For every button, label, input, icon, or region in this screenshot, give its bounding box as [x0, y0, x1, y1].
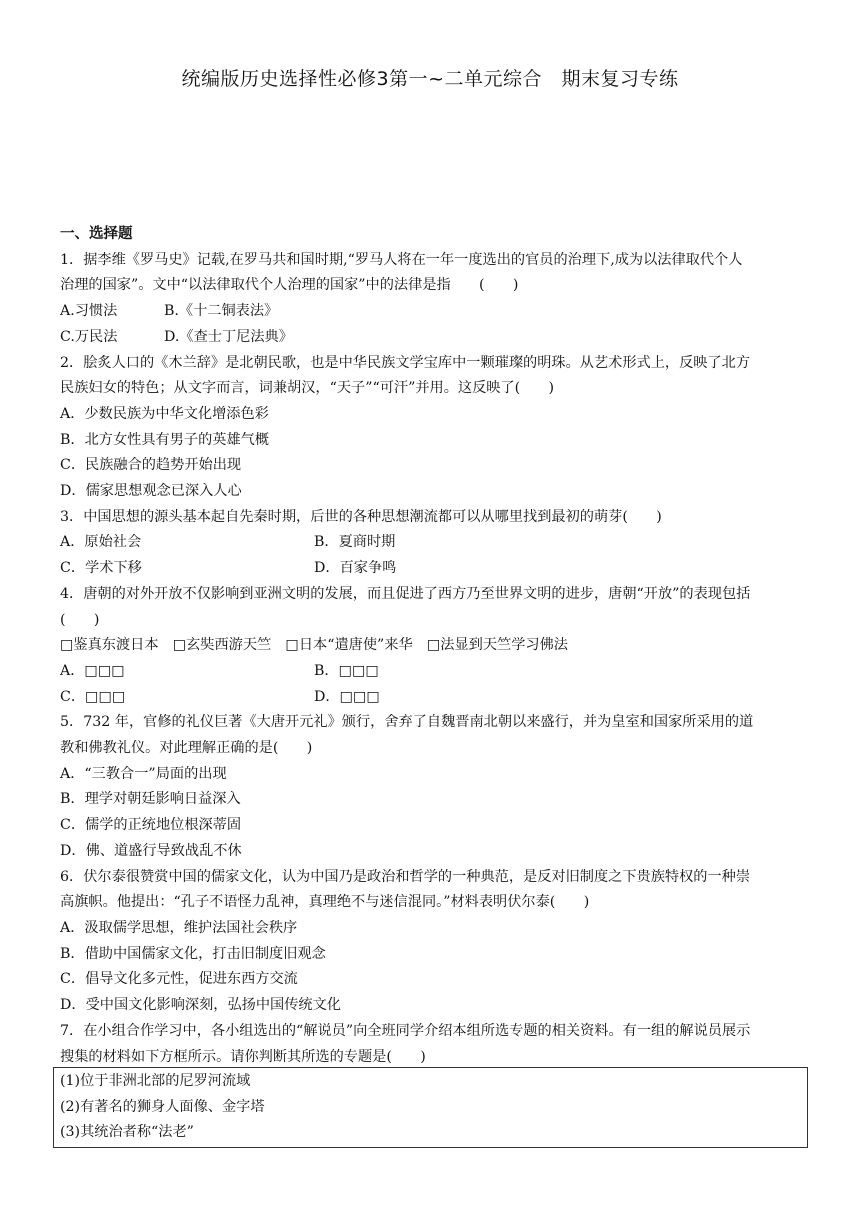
question-1-stem-line-1: 1．据李维《罗马史》记载,在罗马共和国时期,“罗马人将在一年一度选出的官员的治理下,成为以法律取代个人: [60, 251, 743, 268]
question-3-options-row-2: [60, 556, 805, 582]
document-body: [60, 222, 805, 1070]
question-2-stem-line-1: 2．脍炙人口的《木兰辞》是北朝民歌，也是中华民族文学宝库中一颗璀璨的明珠。从艺术形式上，反映了北方: [60, 354, 751, 371]
question-3-option-a: A．原始社会: [60, 534, 142, 551]
question-2-option-b: B．北方女性具有男子的英雄气概: [60, 431, 270, 448]
question-5-option-c: C．儒学的正统地位根深蒂固: [60, 817, 242, 834]
material-item-3: (3)其统治者称“法老”: [60, 1124, 194, 1141]
question-4-options-row-2: [60, 685, 805, 711]
question-6-option-b: B．借助中国儒家文化，打击旧制度旧观念: [60, 945, 326, 962]
question-3-option-d: D．百家争鸣: [314, 560, 397, 577]
question-3-option-b: B．夏商时期: [314, 534, 396, 551]
question-6-stem-line-1: 6．伏尔泰很赞赏中国的儒家文化，认为中国乃是政治和哲学的一种典范，是反对旧制度之下贵族特权的一种崇: [60, 868, 751, 885]
question-1-option-b: B.《十二铜表法》: [164, 303, 279, 320]
question-1-options-row-1: [60, 299, 805, 325]
question-4-option-c: C．□□□: [60, 688, 126, 705]
question-6-stem-line-2: 高旗帜。他提出：“孔子不语怪力乱神，真理绝不与迷信混同。”材料表明伏尔泰( ): [60, 894, 590, 911]
question-7-material-box: [53, 1067, 808, 1148]
question-4-stem-line-1: 4．唐朝的对外开放不仅影响到亚洲文明的发展，而且促进了西方乃至世界文明的进步，唐朝“开放”的表现包括: [60, 585, 751, 602]
question-3-stem-line-1: 3．中国思想的源头基本起自先秦时期，后世的各种思想潮流都可以从哪里找到最初的萌芽( ): [60, 508, 662, 525]
question-4-option-a: A．□□□: [60, 662, 125, 679]
question-5-stem-line-1: 5．732 年，官修的礼仪巨著《大唐开元礼》颁行，舍弃了自魏晋南北朝以来盛行，并为皇室和国家所采用的道: [60, 714, 754, 731]
question-1-option-a: A.习惯法: [60, 303, 118, 320]
question-2-option-d: D．儒家思想观念已深入人心: [60, 483, 242, 500]
question-5-option-b: B．理学对朝廷影响日益深入: [60, 791, 241, 808]
question-3-option-c: C．学术下移: [60, 560, 142, 577]
question-3-options-row-1: [60, 530, 805, 556]
page-title: 统编版历史选择性必修3第一~二单元综合 期末复习专练: [181, 68, 679, 90]
material-item-2: (2)有著名的狮身人面像、金字塔: [60, 1098, 265, 1115]
question-1-option-c: C.万民法: [60, 328, 118, 345]
question-2-stem-line-2: 民族妇女的特色；从文字而言，词兼胡汉，“天子”“可汗”并用。这反映了( ): [60, 380, 555, 397]
question-6-option-d: D．受中国文化影响深刻，弘扬中国传统文化: [60, 997, 341, 1014]
question-4-stem-line-2: ( ): [60, 611, 100, 628]
question-5-option-d: D．佛、道盛行导致战乱不休: [60, 842, 242, 859]
section-heading: 一、选择题: [60, 226, 133, 242]
question-6-option-c: C．倡导文化多元性，促进东西方交流: [60, 971, 298, 988]
question-2-option-a: A．少数民族为中华文化增添色彩: [60, 405, 269, 422]
question-2-option-c: C．民族融合的趋势开始出现: [60, 457, 242, 474]
question-6-option-a: A．汲取儒学思想，维护法国社会秩序: [60, 919, 298, 936]
question-5-stem-line-2: 教和佛教礼仪。对此理解正确的是( ): [60, 740, 313, 757]
question-7-stem-line-2: 搜集的材料如下方框所示。请你判断其所选的专题是( ): [60, 1048, 426, 1065]
question-4-items: □鉴真东渡日本 □玄奘西游天竺 □日本“遣唐使”来华 □法显到天竺学习佛法: [60, 637, 568, 654]
question-4-option-d: D．□□□: [314, 688, 380, 705]
question-4-options-row-1: [60, 659, 805, 685]
question-4-option-b: B．□□□: [314, 662, 379, 679]
question-1-option-d: D.《查士丁尼法典》: [164, 328, 293, 345]
question-1-stem-line-2: 治理的国家”。文中“以法律取代个人治理的国家”中的法律是指 ( ): [60, 277, 519, 294]
material-item-1: (1)位于非洲北部的尼罗河流域: [60, 1073, 251, 1089]
question-5-option-a: A．“三教合一”局面的出现: [60, 765, 227, 782]
question-7-stem-line-1: 7．在小组合作学习中，各小组选出的“解说员”向全班同学介绍本组所选专题的相关资料。有一组的解说员展示: [60, 1022, 751, 1039]
question-1-options-row-2: [60, 325, 805, 351]
